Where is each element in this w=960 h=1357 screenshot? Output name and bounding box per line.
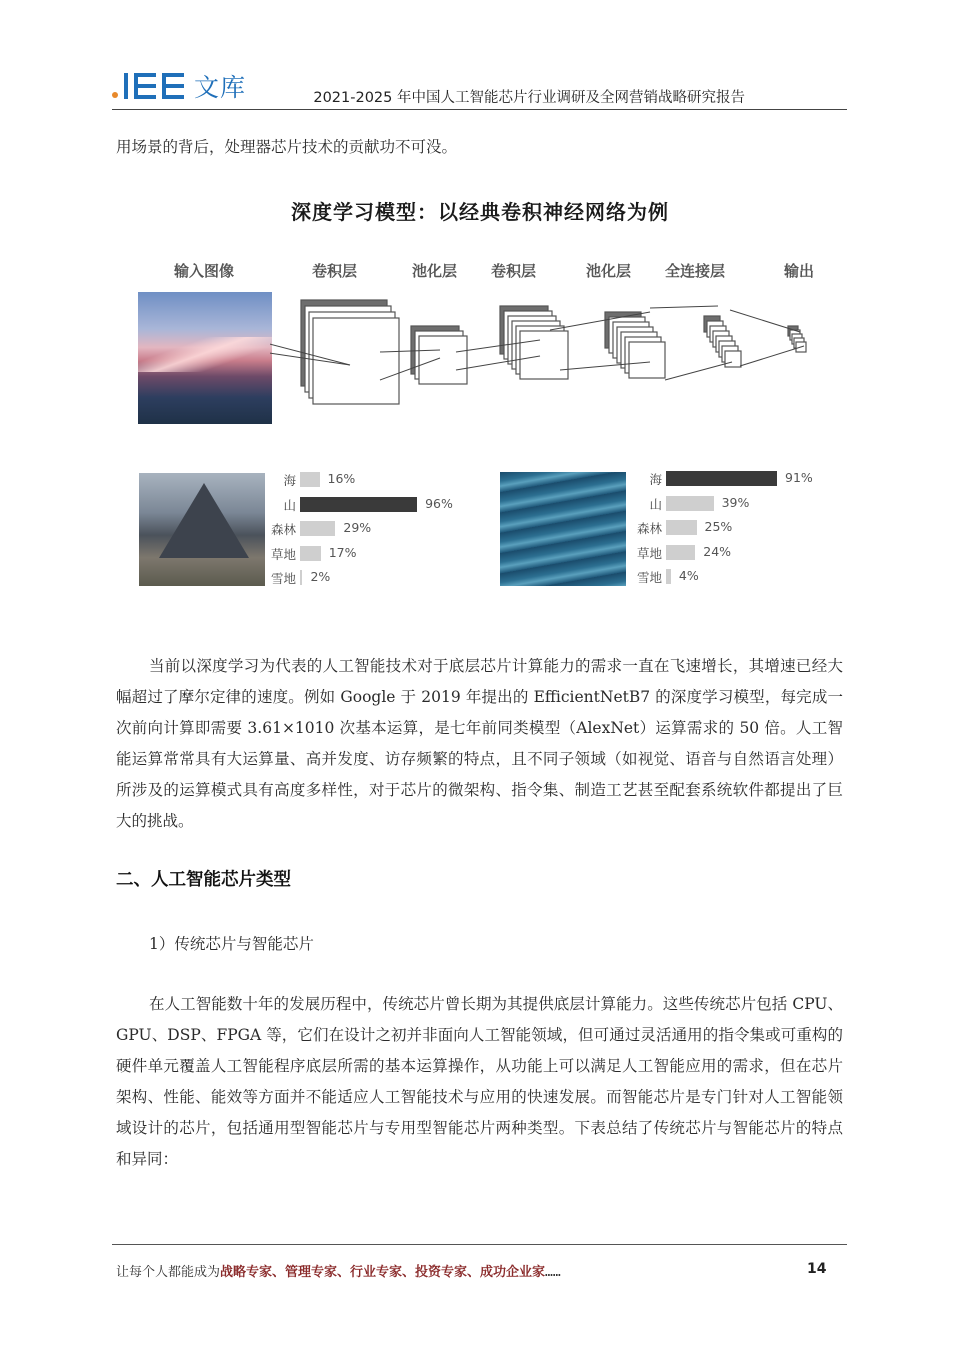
bar-row xyxy=(636,567,836,585)
logo-dot xyxy=(112,92,118,98)
bar-value-label: 25% xyxy=(704,519,733,534)
bar-value-label: 24% xyxy=(703,543,732,559)
bar-label: 草地 xyxy=(636,545,662,561)
sub-heading: 1）传统芯片与智能芯片 xyxy=(149,935,314,953)
bar-value-label: 39% xyxy=(721,494,750,510)
layer-label-fc: 全连接层 xyxy=(665,262,726,280)
pool-layer-2-stack xyxy=(605,312,665,378)
footer-divider xyxy=(112,1244,847,1245)
site-logo[interactable] xyxy=(112,66,246,106)
conv-layer-2-stack xyxy=(500,306,568,379)
bar-row xyxy=(636,518,836,536)
bar-value-label: 91% xyxy=(785,470,813,485)
paragraph-1-text: 当前以深度学习为代表的人工智能技术对于底层芯片计算能力的需求一直在飞速增长，其增速已经大幅超过了摩尔定律的速度。例如 Google 于 2019 年提出的 EfficientNetB7 的深度学习模型，每完成一次前向计算即需要 3.61×1010 次基本运算，是七年前同类模型（AlexNet）运算需求的 50 倍。人工智能运算常常具有大运算量、高并发度、访存频繁的特点，且不同子领域（如视觉、语音与自然语言处理）所涉及的运算模式具有高度多样性，对于芯片的微架构、指令集、制造工艺甚至配套系统软件都提出了巨大的挑战。 xyxy=(116,657,843,830)
header-divider xyxy=(112,109,847,110)
bar-row xyxy=(636,469,836,487)
layer-label-output: 输出 xyxy=(784,262,815,280)
bar-value-label: 96% xyxy=(425,495,453,511)
layer-label-conv2: 卷积层 xyxy=(491,262,537,280)
bar-label: 海 xyxy=(283,473,296,488)
layer-label-pool1: 池化层 xyxy=(412,262,458,280)
body-paragraph-2 xyxy=(116,989,843,1175)
bar-label: 山 xyxy=(649,496,662,512)
footer-highlight: 战略专家、管理专家、行业专家、投资专家、成功企业家 xyxy=(220,1265,546,1280)
intro-line xyxy=(116,132,843,163)
bar-label: 雪地 xyxy=(270,571,296,586)
logo-text: 文库 xyxy=(194,73,247,102)
document-title: 2021-2025 年中国人工智能芯片行业调研及全网营销战略研究报告 xyxy=(313,90,745,106)
bar xyxy=(300,546,321,561)
footer-suffix: …… xyxy=(545,1265,561,1280)
mountain-peak-decoration xyxy=(159,483,249,558)
layer-label-input: 输入图像 xyxy=(174,262,235,280)
bar xyxy=(666,496,714,511)
bar-row xyxy=(270,519,470,537)
paragraph-2-text: 在人工智能数十年的发展历程中，传统芯片曾长期为其提供底层计算能力。这些传统芯片包括 CPU、GPU、DSP、FPGA 等，它们在设计之初并非面向人工智能领域，但可通过灵活通用的指令集或可重构的硬件单元覆盖人工智能程序底层所需的基本运算操作，从功能上可以满足人工智能应用的需求，但在芯片架构、性能、能效等方面并不能适应人工智能技术与应用的快速发展。而智能芯片是专门针对人工智能领域设计的芯片，包括通用型智能芯片与专用型智能芯片两种类型。下表总结了传统芯片与智能芯片的特点和异同： xyxy=(116,995,844,1168)
bar-row xyxy=(270,495,470,513)
bar xyxy=(300,521,335,536)
bar-value-label: 17% xyxy=(328,544,357,560)
footer-prefix: 让每个人都能成为 xyxy=(116,1265,221,1280)
bar xyxy=(666,569,671,584)
layer-label-conv1: 卷积层 xyxy=(312,262,358,280)
bar-value-label: 16% xyxy=(327,471,356,486)
bar-row xyxy=(636,543,836,561)
bar-label: 山 xyxy=(283,497,296,513)
bar-value-label: 2% xyxy=(310,569,331,584)
figure-title: 深度学习模型：以经典卷积神经网络为例 xyxy=(291,200,669,224)
bar-value-label: 4% xyxy=(678,568,699,583)
pool-layer-1-stack xyxy=(411,326,467,384)
bar-label: 森林 xyxy=(270,522,296,537)
bar xyxy=(300,570,302,585)
bar-row xyxy=(636,494,836,512)
bar xyxy=(666,545,695,560)
bar-value-label: 29% xyxy=(343,520,372,535)
bar-row xyxy=(270,568,470,586)
section-heading: 二、人工智能芯片类型 xyxy=(116,870,291,890)
bar-label: 森林 xyxy=(636,521,662,536)
body-paragraph-1 xyxy=(116,651,843,837)
mountain-prediction-chart xyxy=(270,470,470,590)
footer-slogan xyxy=(116,1261,561,1280)
bar-row xyxy=(270,544,470,562)
bar xyxy=(300,497,417,512)
bar xyxy=(666,471,777,486)
bar-label: 草地 xyxy=(270,546,296,562)
logo-mark-icon xyxy=(124,73,186,99)
fc-layer-stack xyxy=(704,316,741,367)
cnn-diagram xyxy=(270,290,830,430)
bar-row xyxy=(270,470,470,488)
layer-label-pool2: 池化层 xyxy=(586,262,632,280)
ocean-prediction-chart xyxy=(636,469,836,589)
bar-label: 雪地 xyxy=(636,570,662,585)
page-number: 14 xyxy=(807,1261,827,1277)
bar-label: 海 xyxy=(649,472,662,487)
bar xyxy=(300,472,320,487)
mountain-ridge-decoration xyxy=(138,337,272,372)
mountain-photo xyxy=(139,473,265,586)
bar xyxy=(666,520,697,535)
intro-line-text: 用场景的背后，处理器芯片技术的贡献功不可没。 xyxy=(116,138,458,156)
ocean-photo xyxy=(500,472,626,586)
input-image-photo xyxy=(138,292,272,424)
